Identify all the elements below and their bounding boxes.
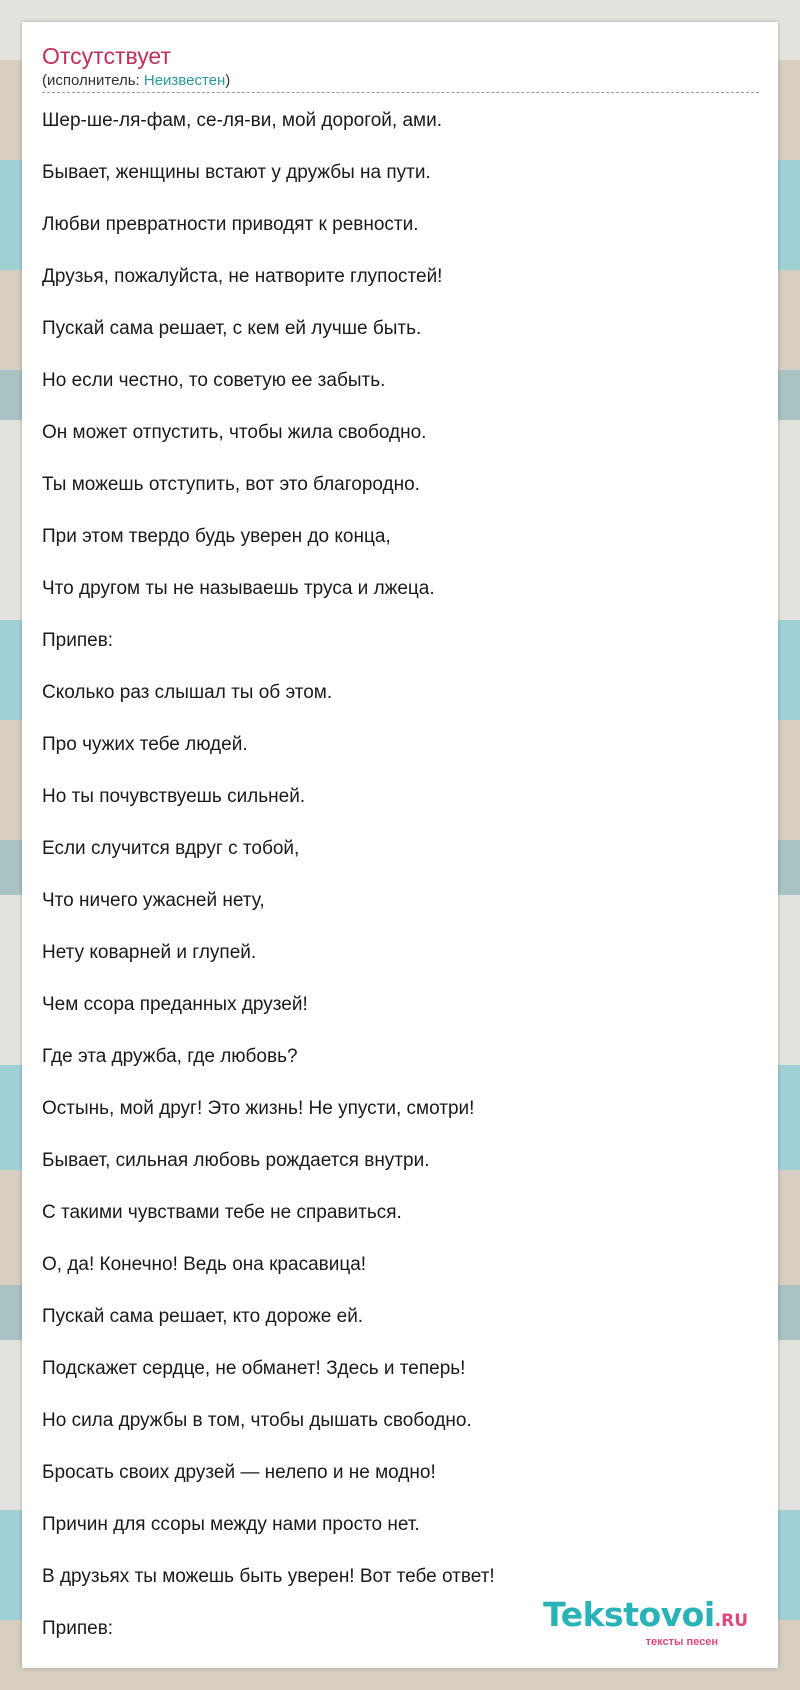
logo-tld: .RU	[714, 1611, 748, 1631]
chorus-label: Припев:	[42, 630, 114, 651]
lyric-line: Бывает, сильная любовь рождается внутри.	[42, 1150, 430, 1171]
lyric-line: О, да! Конечно! Ведь она красавица!	[42, 1254, 367, 1275]
performer-prefix: (исполнитель:	[42, 72, 144, 89]
song-title: Отсутствует	[42, 43, 171, 69]
performer-line	[42, 72, 759, 93]
lyric-line: Шер-ше-ля-фам, се-ля-ви, мой дорогой, ами.	[42, 110, 442, 131]
lyrics-body	[42, 95, 758, 1655]
lyric-line: Нету коварней и глупей.	[42, 942, 257, 963]
lyric-line: Чем ссора преданных друзей!	[42, 994, 308, 1015]
lyric-line: Пускай сама решает, с кем ей лучше быть.	[42, 318, 422, 339]
logo-name: Tekstovoi	[543, 1595, 715, 1634]
lyric-line: В друзьях ты можешь быть уверен! Вот тебе ответ!	[42, 1566, 495, 1587]
lyric-line: Он может отпустить, чтобы жила свободно.	[42, 422, 427, 443]
lyric-line: Если случится вдруг с тобой,	[42, 838, 300, 859]
performer-link[interactable]: Неизвестен	[143, 72, 226, 89]
lyric-line: Бросать своих друзей — нелепо и не модно!	[42, 1462, 436, 1483]
lyric-line: Бывает, женщины встают у дружбы на пути.	[42, 162, 431, 183]
lyric-line: Причин для ссоры между нами просто нет.	[42, 1514, 420, 1535]
lyric-line: Но сила дружбы в том, чтобы дышать свободно.	[42, 1410, 472, 1431]
site-logo[interactable]	[543, 1595, 748, 1648]
lyrics-card	[22, 22, 778, 1668]
lyric-line: Но если честно, то советую ее забыть.	[42, 370, 386, 391]
lyric-line: Про чужих тебе людей.	[42, 734, 248, 755]
logo-tagline: тексты песен	[645, 1636, 718, 1648]
lyric-line: С такими чувствами тебе не справиться.	[42, 1202, 402, 1223]
lyric-line: Друзья, пожалуйста, не натворите глупостей!	[42, 266, 443, 287]
lyric-line: Ты можешь отступить, вот это благородно.	[42, 474, 420, 495]
lyric-line: Где эта дружба, где любовь?	[42, 1046, 298, 1067]
lyric-line: Пускай сама решает, кто дороже ей.	[42, 1306, 364, 1327]
lyric-line: Любви превратности приводят к ревности.	[42, 214, 419, 235]
lyric-line: Подскажет сердце, не обманет! Здесь и теперь!	[42, 1358, 466, 1379]
lyric-line: Что другом ты не называешь труса и лжеца.	[42, 578, 435, 599]
lyric-line: Остынь, мой друг! Это жизнь! Не упусти, смотри!	[42, 1098, 475, 1119]
performer-suffix: )	[225, 72, 231, 89]
lyric-line: Но ты почувствуешь сильней.	[42, 786, 306, 807]
lyric-line: Что ничего ужасней нету,	[42, 890, 265, 911]
lyric-line: При этом твердо будь уверен до конца,	[42, 526, 391, 547]
lyric-line: Сколько раз слышал ты об этом.	[42, 682, 333, 703]
chorus-label: Припев:	[42, 1618, 114, 1639]
